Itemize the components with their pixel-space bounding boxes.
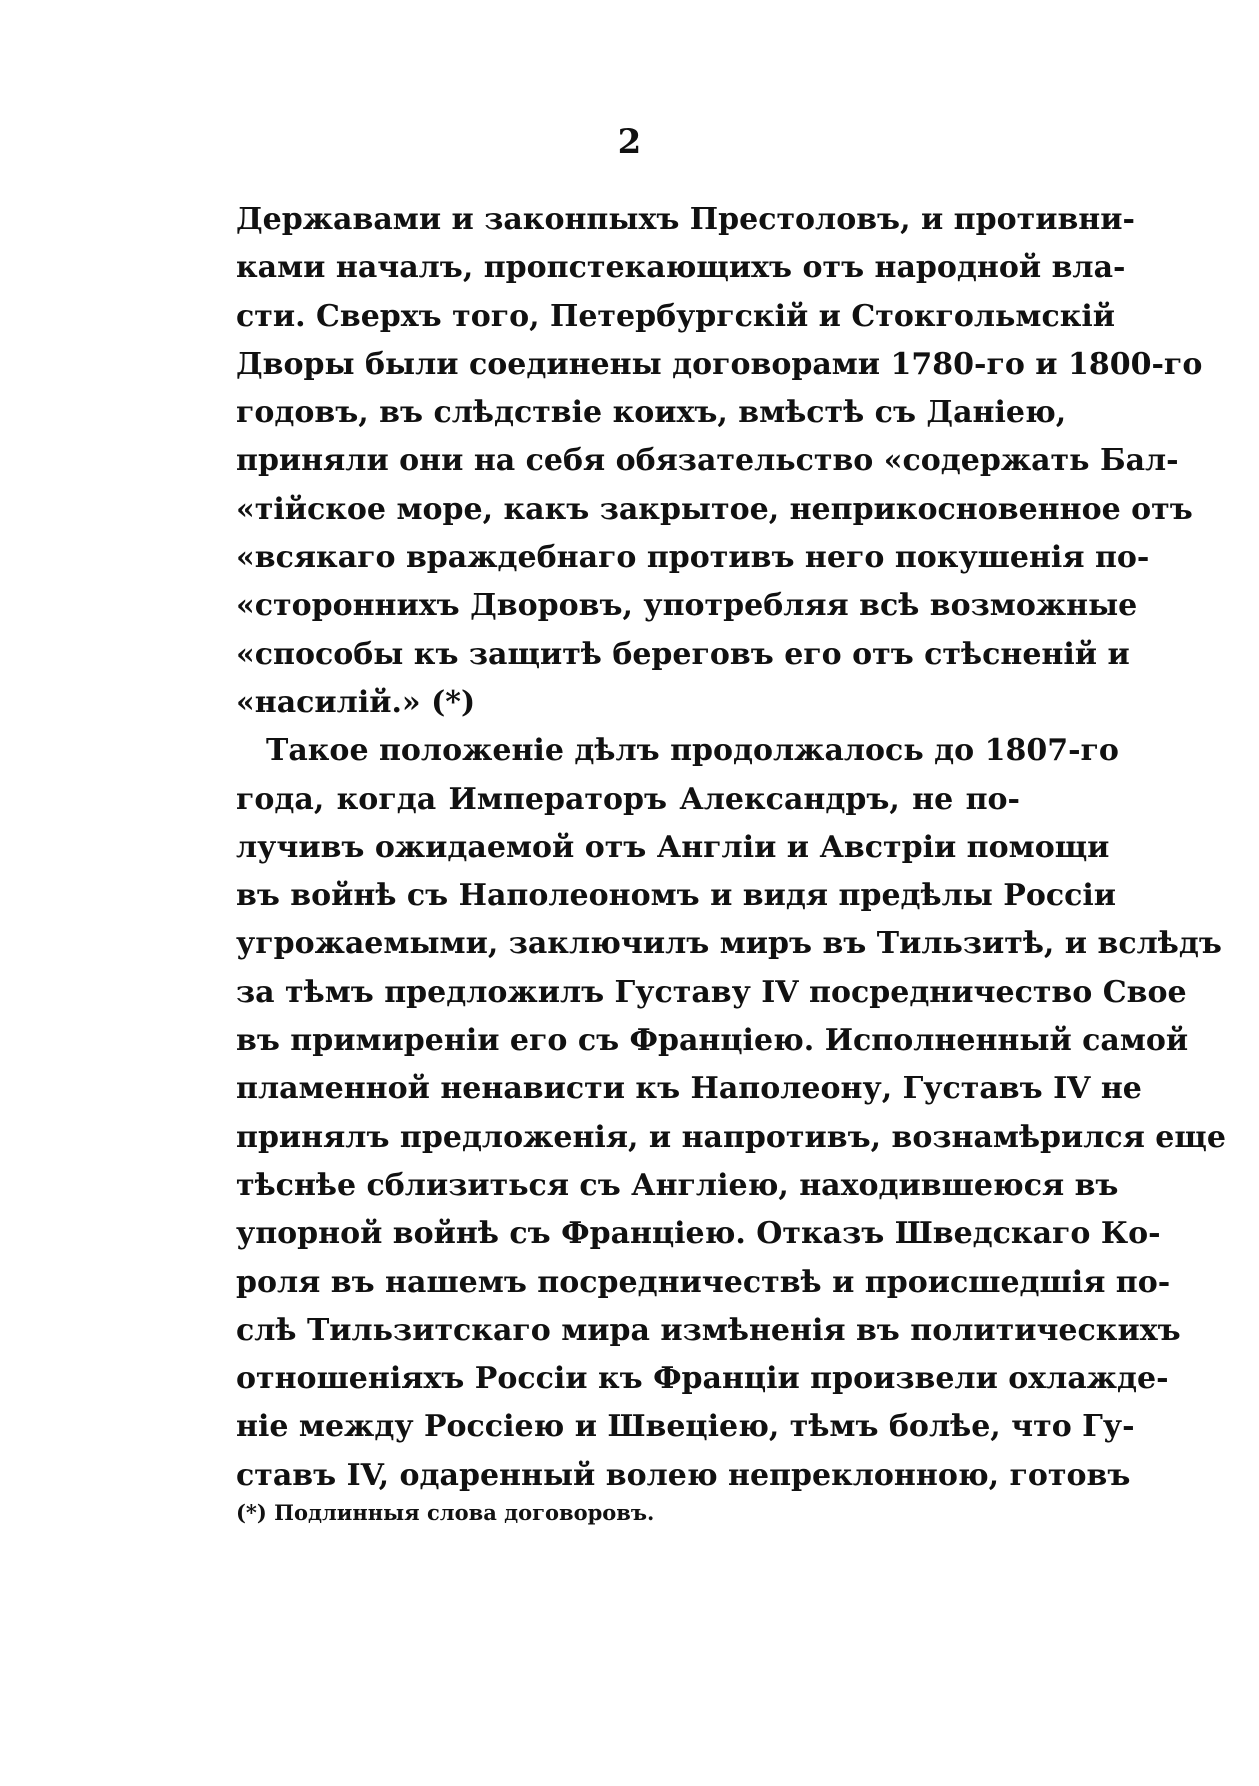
text-line: Дворы были соединены договорами 1780-го и 1800-го bbox=[236, 346, 1203, 382]
text-line: въ примиреніи его съ Франціею. Исполненный самой bbox=[236, 1023, 1189, 1059]
text-line: лучивъ ожидаемой отъ Англіи и Австріи помощи bbox=[236, 829, 1110, 865]
text-line: тѣснѣе сблизиться съ Англіею, находившеюся въ bbox=[236, 1167, 1119, 1203]
text-line: принялъ предложенія, и напротивъ, вознамѣрился еще bbox=[236, 1119, 1226, 1155]
text-line: «способы къ защитѣ береговъ его отъ стѣсненій и bbox=[236, 636, 1130, 672]
text-line: годовъ, въ слѣдствіе коихъ, вмѣстѣ съ Даніею, bbox=[236, 395, 1067, 431]
text-line: упорной войнѣ съ Франціею. Отказъ Шведскаго Ко- bbox=[236, 1216, 1161, 1252]
text-line: «всякаго враждебнаго противъ него покушенія по- bbox=[236, 540, 1150, 576]
text-line: Державами и законпыхъ Престоловъ, и противни- bbox=[236, 202, 1135, 237]
text-line: сти. Сверхъ того, Петербургскій и Стокгольмскій bbox=[236, 298, 1116, 334]
text-line: угрожаемыми, заключилъ миръ въ Тильзитѣ, и вслѣдъ bbox=[236, 926, 1222, 962]
text-line: ніе между Россіею и Швеціею, тѣмъ болѣе, что Гу- bbox=[236, 1409, 1135, 1445]
body-text bbox=[236, 196, 1226, 1500]
page-number: 2 bbox=[617, 122, 642, 162]
text-line: за тѣмъ предложилъ Густаву IV посредничество Свое bbox=[236, 974, 1187, 1010]
text-line: отношеніяхъ Россіи къ Франціи произвели охлажде- bbox=[236, 1361, 1169, 1397]
text-line: «насилій.» (*) bbox=[236, 684, 476, 720]
text-line: приняли они на себя обязательство «содержать Бал- bbox=[236, 443, 1179, 479]
text-line: пламенной ненависти къ Наполеону, Густавъ IV не bbox=[236, 1071, 1142, 1107]
footnote: (*) Подлинныя слова договоровъ. bbox=[236, 1500, 655, 1525]
text-line: ставъ IV, одаренный волею непреклонною, готовъ bbox=[236, 1457, 1131, 1493]
paragraph-start-line: Такое положеніе дѣлъ продолжалось до 1807-го bbox=[266, 733, 1119, 769]
text-line: ками началъ, пропстекающихъ отъ народной вла- bbox=[236, 250, 1126, 286]
text-line: въ войнѣ съ Наполеономъ и видя предѣлы Россіи bbox=[236, 878, 1117, 914]
text-line: роля въ нашемъ посредничествѣ и происшедшія по- bbox=[236, 1264, 1171, 1300]
text-line: «стороннихъ Дворовъ, употребляя всѣ возможные bbox=[236, 588, 1138, 624]
text-line: года, когда Императоръ Александръ, не по- bbox=[236, 781, 1020, 817]
text-line: слѣ Тильзитскаго мира измѣненія въ политическихъ bbox=[236, 1312, 1181, 1348]
text-line: «тійское море, какъ закрытое, неприкосновенное отъ bbox=[236, 491, 1193, 527]
